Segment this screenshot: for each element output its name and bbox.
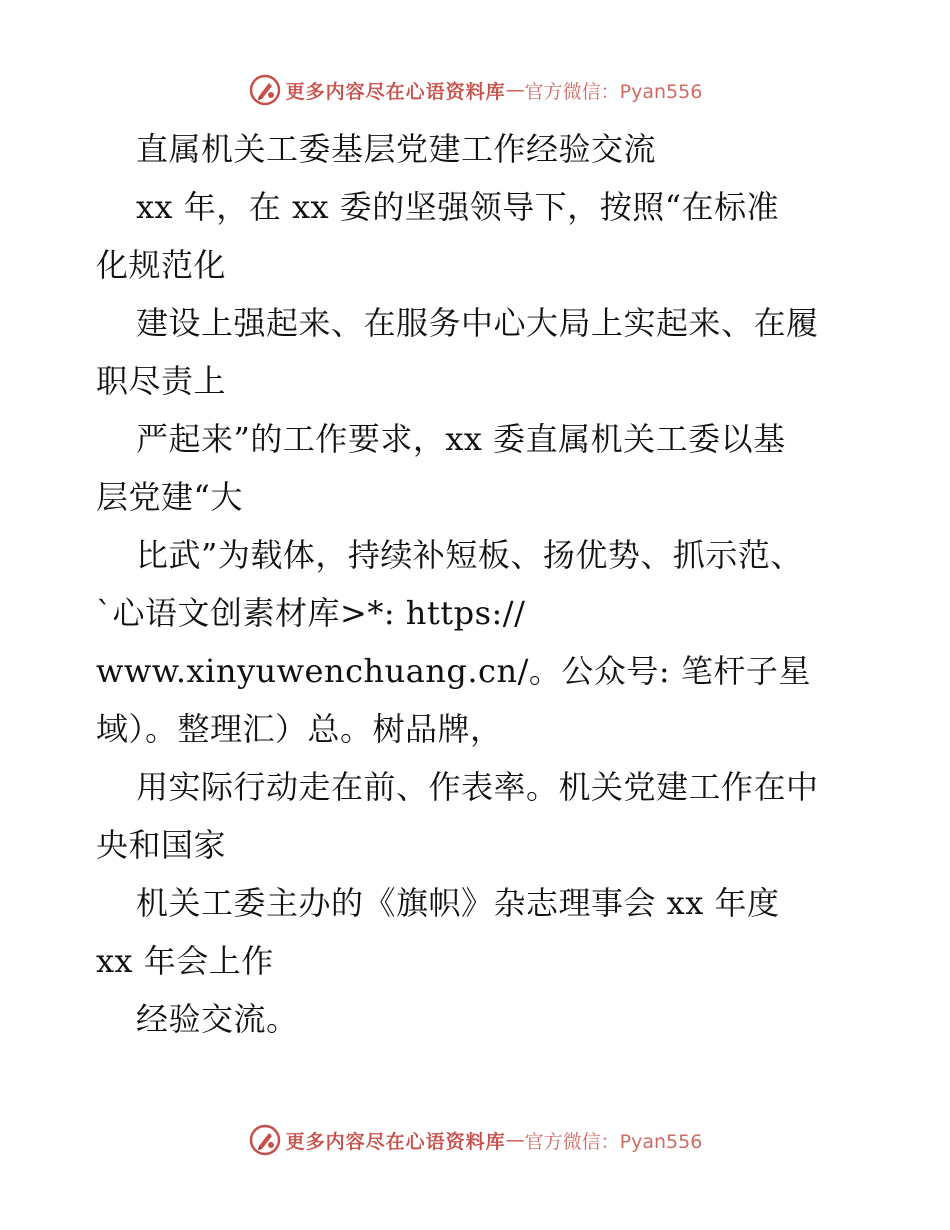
pen-heart-logo-icon <box>248 1123 282 1157</box>
text-line: xx 年会上作 <box>96 942 274 980</box>
text-line: 央和国家 <box>96 826 227 864</box>
text-line: 机关工委主办的《旗帜》杂志理事会 xx 年度 <box>136 884 780 922</box>
watermark-brand: 更多内容尽在心语资料库 <box>285 80 506 103</box>
header-watermark <box>0 70 950 110</box>
text-line: 层党建“大 <box>96 478 243 516</box>
document-title: 直属机关工委基层党建工作经验交流 <box>136 130 657 168</box>
footer-watermark <box>0 1120 950 1160</box>
text-line: 经验交流。 <box>136 1000 299 1038</box>
watermark-contact: 官方微信：Pyan556 <box>524 1130 703 1153</box>
watermark-brand: 更多内容尽在心语资料库 <box>285 1130 506 1153</box>
text-line: 化规范化 <box>96 246 227 284</box>
text-line: xx 年，在 xx 委的坚强领导下，按照“在标准 <box>136 188 780 226</box>
text-line: 职尽责上 <box>96 362 227 400</box>
text-line: 严起来”的工作要求，xx 委直属机关工委以基 <box>136 420 786 458</box>
text-line: 比武”为载体，持续补短板、扬优势、抓示范、 <box>136 536 803 574</box>
text-line: 域）。整理汇）总。树品牌， <box>96 710 503 748</box>
watermark-separator: — <box>505 79 525 101</box>
watermark-separator: — <box>505 1129 525 1151</box>
watermark-contact: 官方微信：Pyan556 <box>524 80 703 103</box>
text-line: 用实际行动走在前、作表率。机关党建工作在中 <box>136 768 819 806</box>
text-line: `心语文创素材库>*: https:// <box>96 594 526 632</box>
text-line: 建设上强起来、在服务中心大局上实起来、在履 <box>136 304 819 342</box>
text-line: www.xinyuwenchuang.cn/。公众号: 笔杆子星 <box>96 652 811 690</box>
pen-heart-logo-icon <box>248 73 282 107</box>
